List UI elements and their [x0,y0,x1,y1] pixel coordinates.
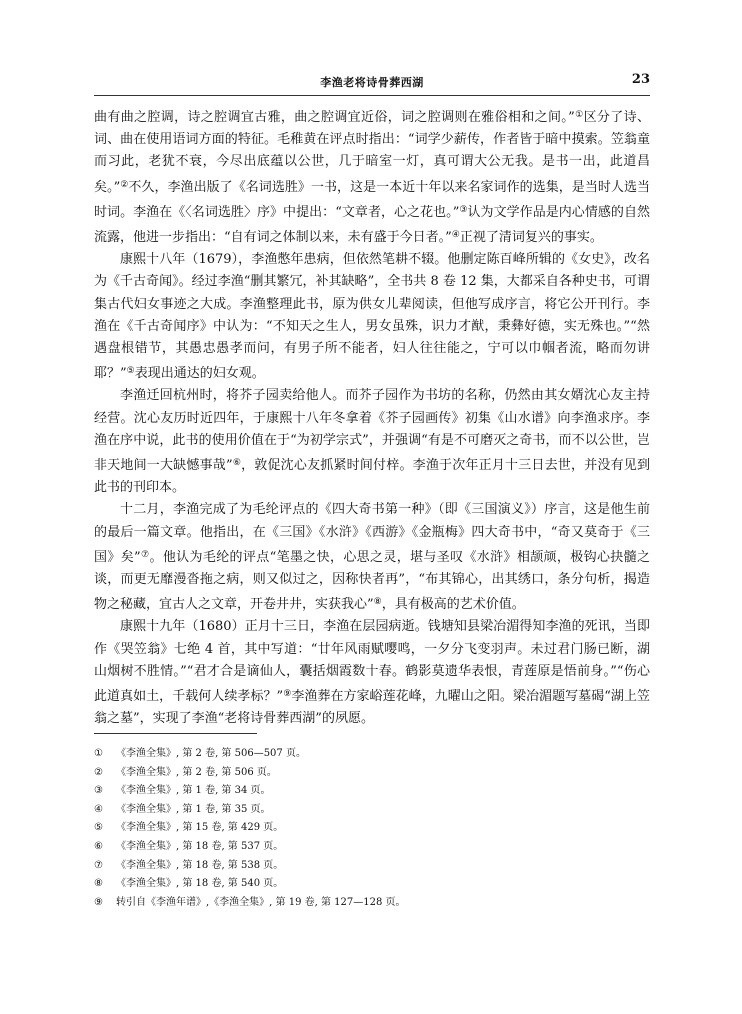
footnote-ref[interactable]: ④ [451,230,460,241]
footnote-text: 《李渔全集》, 第 18 卷, 第 538 页。 [116,859,284,871]
footnote-item [94,782,650,801]
footnote-number: ④ [94,803,103,815]
text-run: 正视了清词复兴的事实。 [459,230,603,246]
text-run: 李渔葬在方家峪莲花峰，九曜山之阳。梁冶湄题写墓碣“湖上笠翁之墓”，实现了李渔“老将诗骨葬西湖”的夙愿。 [94,689,650,727]
footnote-text: 转引自《李渔年谱》,《李渔全集》, 第 19 卷, 第 127—128 页。 [116,896,406,908]
footnote-item [94,819,650,838]
footnote-ref[interactable]: ⑧ [373,597,382,608]
running-header [94,60,650,89]
footnote-number: ⑧ [94,878,103,890]
footnote-item [94,801,650,820]
footnote-ref[interactable]: ① [574,110,584,120]
text-run: 。他认为毛纶的评点“笔墨之快，心思之灵，堪与圣叹《水浒》相颉颃，极钩心抉髓之谈，而更无靡漫沓拖之病，则又似过之，因称快者再”，“布其锦心，出其绣口，条分句析，揭造物之秘藏，宜古人之文章，开卷井井，实获我心” [94,549,650,613]
page-number: 23 [631,72,650,87]
paragraph-4 [94,499,650,616]
footnote-text: 《李渔全集》, 第 1 卷, 第 34 页。 [116,785,271,797]
footnote-text: 《李渔全集》, 第 1 卷, 第 35 页。 [116,803,271,815]
footnote-text: 《李渔全集》, 第 2 卷, 第 506—507 页。 [116,748,306,759]
footnote-ref[interactable]: ⑥ [232,458,242,469]
text-run: ，具有极高的艺术价值。 [381,597,525,613]
text-run: 认为文学作品是内心情感的自然流露，他进一步指出：“自有词之体制以来，未有盛于今日者。” [94,204,650,246]
footnote-number: ① [94,748,103,759]
footnote-number: ⑦ [94,859,103,871]
footnotes [94,745,650,912]
footnote-number: ⑥ [94,840,103,852]
footnote-ref[interactable]: ⑦ [140,549,150,560]
footnote-ref[interactable]: ⑤ [126,366,135,377]
text-run: 康熙十九年（1680）正月十三日，李渔在层园病逝。钱塘知县梁冶湄得知李渔的死讯，当即作《哭笠翁》七绝 4 首，其中写道：“廿年风雨赋嘤鸣，一夕分飞变羽声。未过君门肠已断，湖山烟树不胜情。”“君才合是谪仙人，囊括烟霞数十春。鹤影莫遗华表恨，青莲原是悟前身。”“伤心此道真如土，千载何人续孝标？” [94,619,650,705]
footnote-text: 《李渔全集》, 第 15 卷, 第 429 页。 [116,822,284,834]
footnote-item [94,838,650,857]
paragraph-2 [94,249,650,385]
text-run: 不久，李渔出版了《名词选胜》一书，这是一本近十年以来名家词作的选集，是当时人选当时词。李渔在《〈名词选胜〉序》中提出：“文章者，心之花也。” [94,179,650,220]
text-run: 曲有曲之腔调，诗之腔调宜古雅，曲之腔调宜近俗，词之腔调则在雅俗相和之间。” [94,110,575,125]
footnote-item [94,894,650,913]
footnote-ref[interactable]: ③ [459,204,468,215]
paragraph-3 [94,385,650,499]
footnote-item [94,745,650,764]
footnote-item [94,857,650,876]
text-run: 区分了诗、词、曲在使用语词方面的特征。毛稚黄在评点时指出：“词学少薪传，作者皆于暗中摸索。笠翁童而习此，老犹不衰，今尽出底蕴以公世，几于暗室一灯，真可谓大公无我。是书一出，此道昌矣。” [94,110,650,195]
footnote-separator [94,733,257,734]
footnote-item [94,875,650,894]
text-run: ，敦促沈心友抓紧时间付梓。李渔于次年正月十三日去世，并没有见到此书的刊印本。 [94,458,650,496]
footnote-text: 《李渔全集》, 第 2 卷, 第 506 页。 [116,766,277,778]
body-text [94,104,650,730]
footnote-number: ② [94,766,103,778]
text-run: 康熙十八年（1679），李渔憋年患病，但依然笔耕不辍。他删定陈百峰所辑的《女史》，改名为《千古奇闻》。经过李渔“删其繁冗，补其缺略”，全书共 8 卷 12 集，大都采自各种史书，可谓集古代妇女事迹之大成。李渔整理此书，原为供女儿辈阅读，但他写成序言，将它公开刊行。李渔在《千古奇闻序》中认为：“不知天之生人，男女虽殊，识力才猷，秉彝好德，实无殊也。”“然遇盘根错节，其愚忠愚孝而问，有男子所不能者，妇人往往能之，宁可以巾帼者流，略而勿讲耶？” [94,252,650,382]
footnote-ref[interactable]: ⑨ [283,689,292,700]
footnote-number: ⑤ [94,822,103,834]
footnote-text: 《李渔全集》, 第 18 卷, 第 540 页。 [116,878,284,890]
footnote-text: 《李渔全集》, 第 18 卷, 第 537 页。 [116,840,284,852]
text-run: 十二月，李渔完成了为毛纶评点的《四大奇书第一种》（即《三国演义》）序言，这是他生前的最后一篇文章。他指出，在《三国》《水浒》《西游》《金瓶梅》四大奇书中，“奇又莫奇于《三国》矣” [94,502,650,565]
paragraph-5 [94,616,650,730]
footnote-number: ⑨ [94,896,103,908]
chapter-title: 李渔老将诗骨葬西湖 [320,76,424,89]
footnote-ref[interactable]: ② [120,179,129,190]
footnote-number: ③ [94,785,103,797]
paragraph-1 [94,104,650,249]
footnote-item [94,764,650,783]
text-run: 李渔迁回杭州时，将芥子园卖给他人。而芥子园作为书坊的名称，仍然由其女婿沈心友主持经营。沈心友历时近四年，于康熙十八年冬拿着《芥子园画传》初集《山水谱》向李渔求序。李渔在序中说，此书的使用价值在于“为初学宗式”，并强调“有是不可磨灭之奇书，而不以公世，岂非天地间一大缺憾事哉” [94,388,650,474]
text-run: 表现出通达的妇女观。 [134,366,265,382]
header-rule [94,95,650,96]
